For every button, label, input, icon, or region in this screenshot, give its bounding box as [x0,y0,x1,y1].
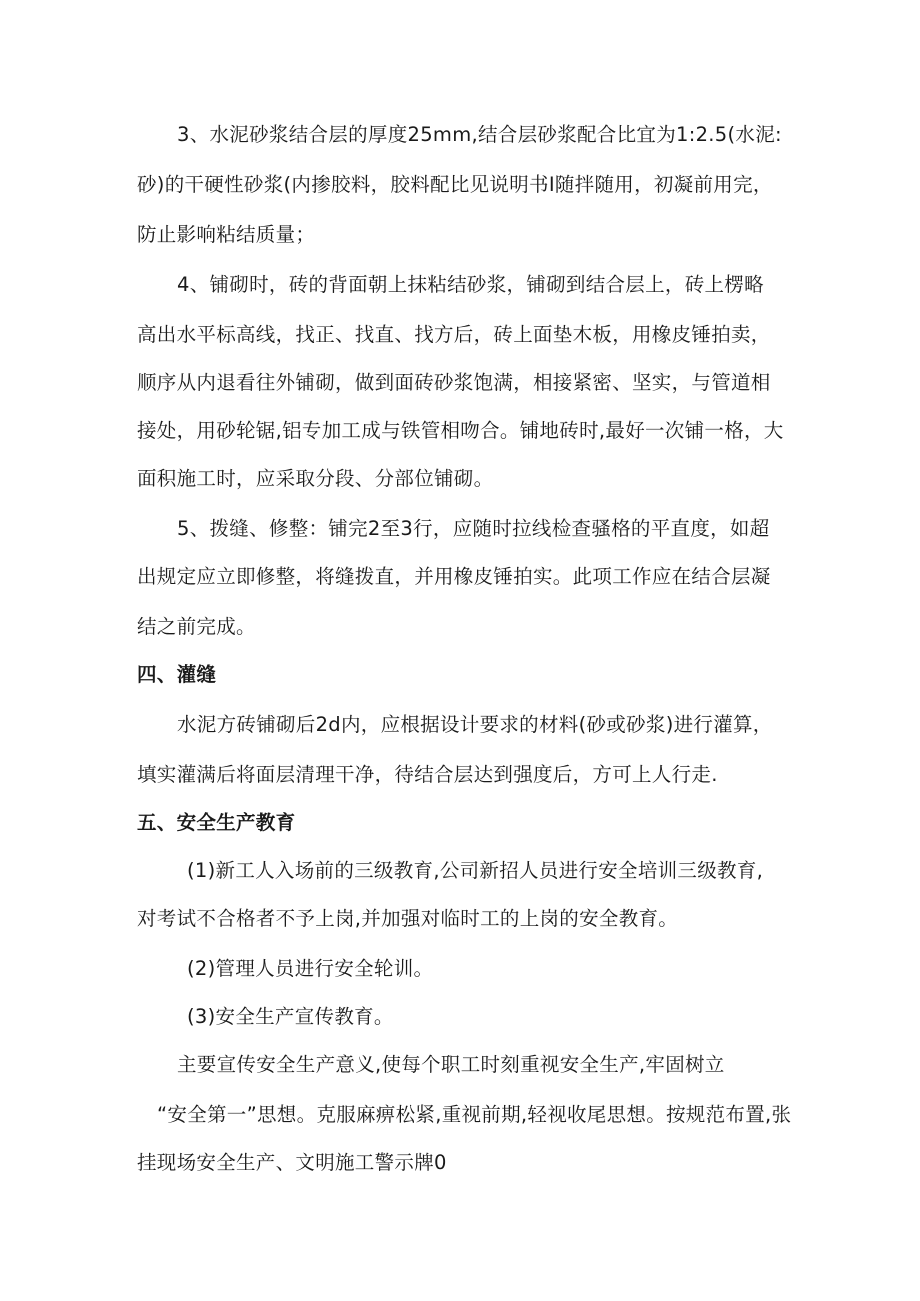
safety-item-1-line-1: (1)新工人入场前的三级教育,公司新招人员进行安全培训三级教育, [187,859,764,882]
paragraph-3-line-2: 砂)的干硬性砂浆(内掺胶料，胶料配比见说明书I随拌随用，初凝前用完， [137,173,773,196]
section-heading-safety-education: 五、安全生产教育 [137,811,296,834]
promotion-line-1: 主要宣传安全生产意义,使每个职工时刻重视安全生产,牢固树立 [177,1053,725,1076]
safety-item-3: (3)安全生产宣传教育。 [187,1005,394,1028]
paragraph-5-line-2: 出规定应立即修整，将缝拨直，并用橡皮锤拍实。此项工作应在结合层凝 [137,565,771,588]
paragraph-3-line-3: 防止影响粘结质量； [137,223,316,246]
paragraph-3-line-1: 3、水泥砂浆结合层的厚度25mm,结合层砂浆配合比宜为1:2.5(水泥: [177,123,782,146]
paragraph-4-line-1: 4、铺砌时，砖的背面朝上抹粘结砂浆，铺砌到结合层上，砖上楞略 [177,273,764,296]
grouting-line-1: 水泥方砖铺砌后2d内，应根据设计要求的材料(砂或砂浆)进行灌算， [177,713,773,736]
paragraph-4-line-3: 顺序从内退看往外铺砌，做到面砖砂浆饱满，相接紧密、坚实，与管道相 [137,371,771,394]
promotion-line-2: “安全第一”思想。克服麻痹松紧,重视前期,轻视收尾思想。按规范布置,张 [157,1103,792,1126]
paragraph-5-line-3: 结之前完成。 [137,615,256,638]
safety-item-2: (2)管理人员进行安全轮训。 [187,957,434,980]
paragraph-4-line-2: 高出水平标高线，找正、找直、找方后，砖上面垫木板，用橡皮锤拍卖， [137,323,771,346]
paragraph-5-line-1: 5、拨缝、修整：铺完2至3行，应随时拉线检查骚格的平直度，如超 [177,517,770,540]
promotion-line-3: 挂现场安全生产、文明施工警示牌0 [137,1151,447,1174]
paragraph-4-line-5: 面积施工时，应采取分段、分部位铺砌。 [137,467,494,490]
section-heading-grouting: 四、灌缝 [137,663,217,686]
safety-item-1-line-2: 对考试不合格者不予上岗,并加强对临时工的上岗的安全教育。 [137,907,679,930]
grouting-line-2: 填实灌满后将面层清理干净，待结合层达到强度后，方可上人行走. [137,763,718,786]
paragraph-4-line-4: 接处，用砂轮锯,铝专加工成与铁管相吻合。铺地砖时,最好一次铺一格，大 [137,419,784,442]
